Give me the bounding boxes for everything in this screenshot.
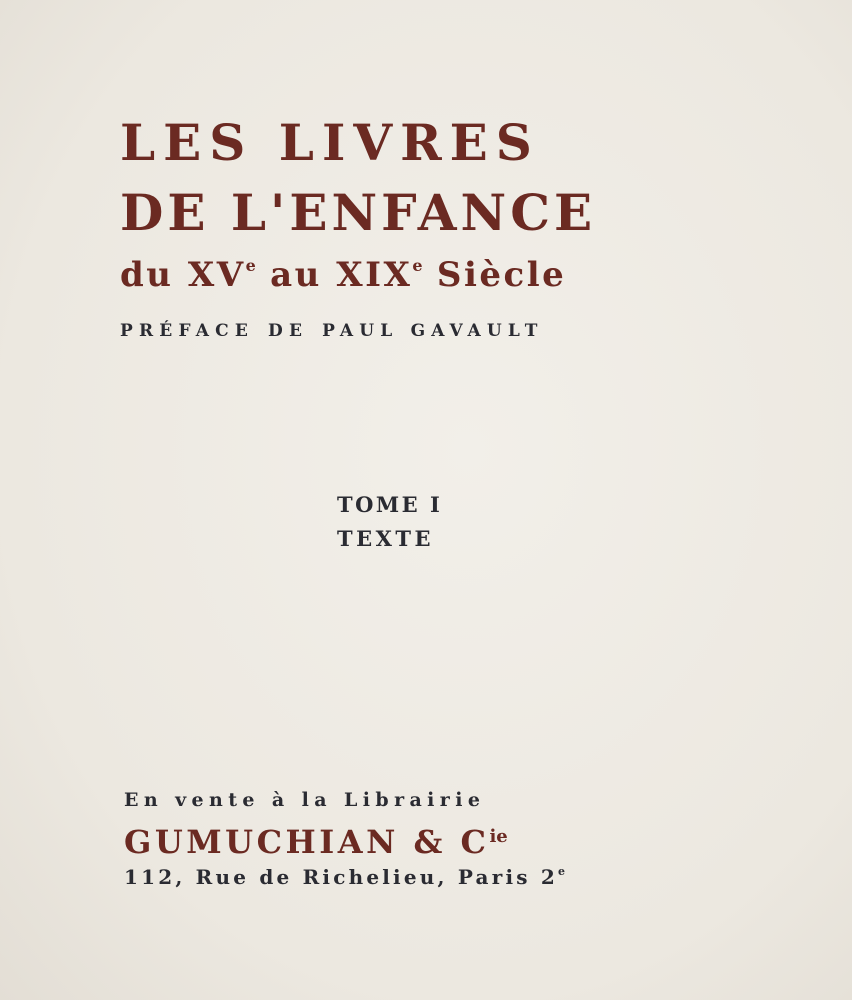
subtitle-part-2: au XIX	[255, 255, 413, 295]
publisher-sup: ie	[489, 826, 508, 847]
subtitle-sup-2: e	[412, 256, 423, 275]
preface-line	[120, 323, 544, 340]
preface-author: PAUL GAVAULT	[322, 321, 544, 341]
publisher-main: GUMUCHIAN & C	[124, 823, 490, 861]
title-line-1: LES LIVRES	[120, 113, 540, 172]
subtitle-part-1: du XV	[120, 255, 246, 295]
preface-word-2: DE	[268, 321, 309, 341]
sale-notice: En vente à la Librairie	[124, 789, 486, 811]
volume-number: TOME I	[337, 492, 443, 517]
preface-word-1: PRÉFACE	[120, 321, 255, 341]
address-sup: e	[557, 865, 565, 878]
address-main: 112, Rue de Richelieu, Paris 2	[124, 865, 558, 889]
subtitle-centuries	[120, 255, 567, 295]
publisher-address	[124, 866, 565, 887]
subtitle-sup-1: e	[245, 256, 256, 275]
title-line-2: DE L'ENFANCE	[120, 183, 597, 242]
subtitle-part-3: Siècle	[422, 255, 567, 295]
publisher-name	[124, 823, 508, 861]
volume-part: TEXTE	[337, 526, 435, 551]
